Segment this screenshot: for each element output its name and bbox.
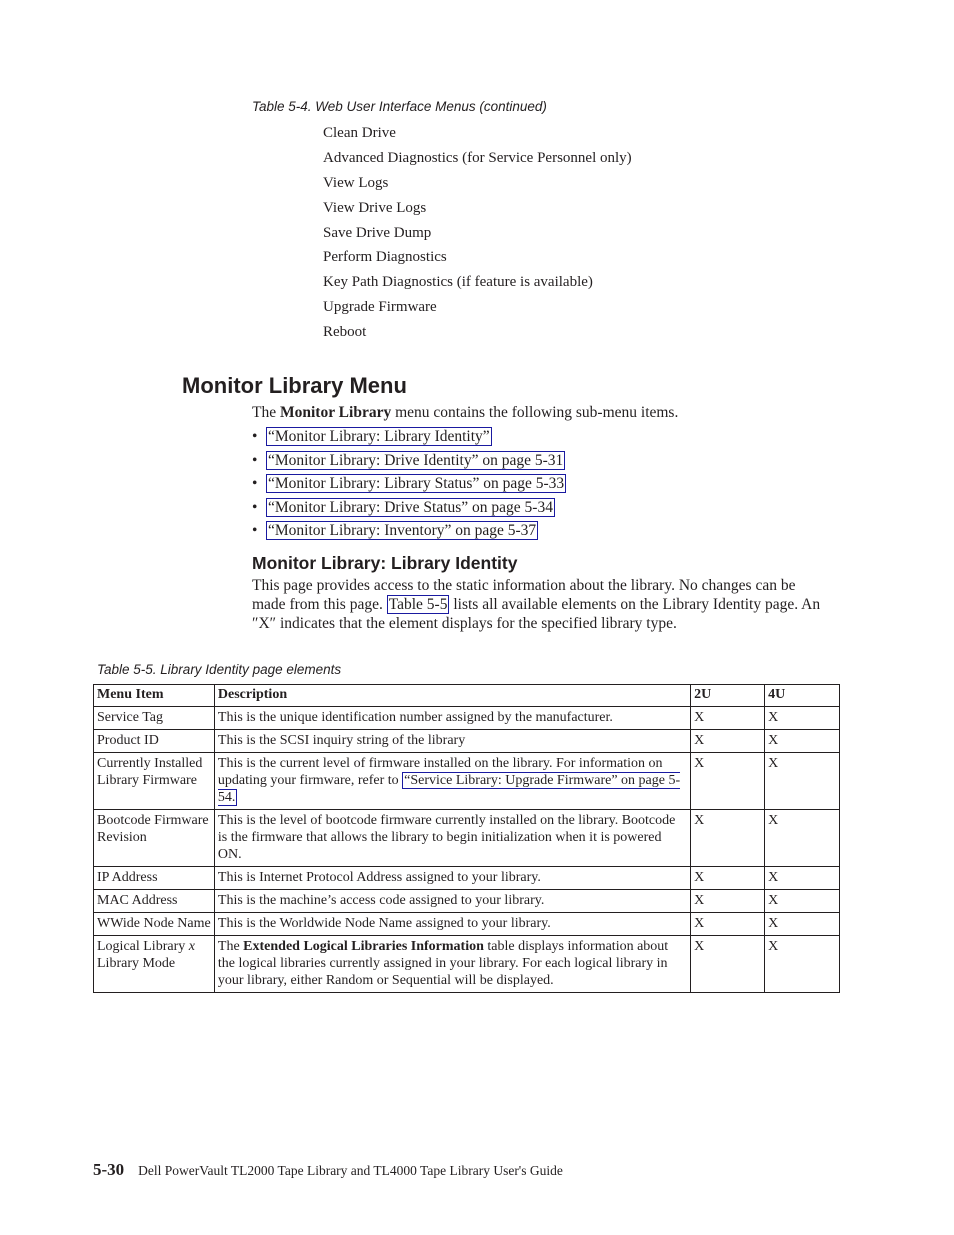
- menu-item-cell: Currently Installed Library Firmware: [94, 753, 215, 810]
- column-header: 4U: [765, 685, 840, 707]
- 2u-cell: X: [691, 707, 765, 730]
- description-cell: This is the level of bootcode firmware currently installed on the library. Bootcode is the firmware that allows the library to begin initialization when it is powered ON.: [214, 810, 690, 867]
- list-item: Perform Diagnostics: [323, 249, 447, 266]
- 4u-cell: X: [765, 730, 840, 753]
- link-library-identity[interactable]: “Monitor Library: Library Identity”: [268, 428, 490, 445]
- table-row: [94, 753, 840, 810]
- list-item: [252, 426, 566, 450]
- link-table-5-5[interactable]: Table 5-5: [388, 596, 448, 613]
- menu-item-cell: IP Address: [94, 867, 215, 890]
- description-bold-text: Extended Logical Libraries Information: [243, 939, 484, 954]
- link-inventory[interactable]: “Monitor Library: Inventory” on page 5-37: [268, 522, 537, 539]
- table-row: [94, 810, 840, 867]
- 2u-cell: X: [691, 890, 765, 913]
- list-item: Save Drive Dump: [323, 224, 432, 241]
- paragraph-text: This page provides access to the static information about the library. No changes can be made from this page.: [252, 577, 796, 613]
- list-item: [252, 450, 566, 474]
- intro-text: The: [252, 404, 280, 421]
- link-upgrade-firmware[interactable]: “Service Library: Upgrade Firmware” on page 5-54.: [217, 773, 681, 805]
- 2u-cell: X: [691, 810, 765, 867]
- table-row: [94, 890, 840, 913]
- web-ui-menu-list: [323, 124, 632, 348]
- table-5-4-caption: Table 5-4. Web User Interface Menus (continued): [252, 99, 547, 114]
- list-item: [252, 520, 566, 544]
- description-cell: This is Internet Protocol Address assigned to your library.: [214, 867, 690, 890]
- bullet: •: [252, 522, 258, 539]
- description-text: This is the current level of firmware installed on the library. For information on updating your firmware, refer to: [217, 756, 663, 788]
- intro-text-end: menu contains the following sub-menu items.: [391, 404, 679, 421]
- table-row: [94, 913, 840, 936]
- submenu-link-list: [252, 426, 566, 544]
- menu-item-cell: Product ID: [94, 730, 215, 753]
- library-identity-table: [93, 684, 840, 993]
- list-item: Clean Drive: [323, 125, 396, 141]
- description-text-end: table displays information about the logical libraries currently assigned in your library. For each logical library in your library, either Random or Sequential will be displayed.: [217, 939, 669, 988]
- menu-item-cell: Service Tag: [94, 707, 215, 730]
- subsection-paragraph: [252, 576, 827, 633]
- menu-item-text-end: Library Mode: [97, 956, 176, 971]
- 4u-cell: X: [765, 707, 840, 730]
- description-cell: This is the SCSI inquiry string of the library: [214, 730, 690, 753]
- menu-item-cell: MAC Address: [94, 890, 215, 913]
- 4u-cell: X: [765, 936, 840, 993]
- 4u-cell: X: [765, 867, 840, 890]
- list-item: [252, 473, 566, 497]
- list-item: Upgrade Firmware: [323, 299, 437, 316]
- list-item: Advanced Diagnostics (for Service Personnel only): [323, 149, 632, 166]
- column-header: Menu Item: [94, 685, 215, 707]
- bullet: •: [252, 498, 258, 516]
- 4u-cell: X: [765, 890, 840, 913]
- menu-item-cell: [94, 936, 215, 993]
- 2u-cell: X: [691, 730, 765, 753]
- menu-item-variable: x: [188, 939, 195, 954]
- subsection-heading: Monitor Library: Library Identity: [252, 553, 518, 573]
- menu-item-cell: Bootcode Firmware Revision: [94, 810, 215, 867]
- description-cell: [214, 753, 690, 810]
- description-cell: This is the Worldwide Node Name assigned to your library.: [214, 913, 690, 936]
- page-footer: [93, 1160, 563, 1180]
- section-heading: Monitor Library Menu: [182, 373, 407, 398]
- book-title: Dell PowerVault TL2000 Tape Library and TL4000 Tape Library User's Guide: [138, 1163, 563, 1178]
- description-cell: This is the machine’s access code assigned to your library.: [214, 890, 690, 913]
- bullet: •: [252, 451, 258, 469]
- column-header: 2U: [691, 685, 765, 707]
- list-item: [252, 497, 566, 521]
- table-row: [94, 936, 840, 993]
- paragraph-text-end: lists all available elements on the Library Identity page. An ″X″ indicates that the element displays for the specified library type.: [252, 596, 821, 632]
- list-item: View Logs: [323, 174, 389, 191]
- menu-item-text: Logical Library: [97, 939, 189, 954]
- 2u-cell: X: [691, 753, 765, 810]
- 4u-cell: X: [765, 810, 840, 867]
- table-5-5-caption: Table 5-5. Library Identity page elements: [97, 662, 342, 677]
- bullet: •: [252, 475, 258, 492]
- description-text: The: [217, 939, 244, 954]
- table-row: [94, 867, 840, 890]
- list-item: Key Path Diagnostics (if feature is available): [323, 274, 593, 291]
- link-library-status[interactable]: “Monitor Library: Library Status” on page 5-33: [268, 475, 565, 492]
- section-intro: [252, 404, 678, 422]
- 2u-cell: X: [691, 913, 765, 936]
- column-header: Description: [214, 685, 690, 707]
- table-header-row: [94, 685, 840, 707]
- page-number: 5-30: [93, 1160, 125, 1179]
- 2u-cell: X: [691, 936, 765, 993]
- table-row: [94, 707, 840, 730]
- link-drive-status[interactable]: “Monitor Library: Drive Status” on page 5-34: [268, 498, 553, 516]
- 4u-cell: X: [765, 913, 840, 936]
- 2u-cell: X: [691, 867, 765, 890]
- 4u-cell: X: [765, 753, 840, 810]
- description-cell: This is the unique identification number assigned by the manufacturer.: [214, 707, 690, 730]
- table-row: [94, 730, 840, 753]
- link-drive-identity[interactable]: “Monitor Library: Drive Identity” on page 5-31: [268, 451, 564, 469]
- list-item: View Drive Logs: [323, 199, 427, 216]
- intro-bold-text: Monitor Library: [279, 404, 392, 421]
- bullet: •: [252, 428, 258, 445]
- menu-item-cell: WWide Node Name: [94, 913, 215, 936]
- description-cell: [214, 936, 690, 993]
- list-item: Reboot: [323, 324, 367, 341]
